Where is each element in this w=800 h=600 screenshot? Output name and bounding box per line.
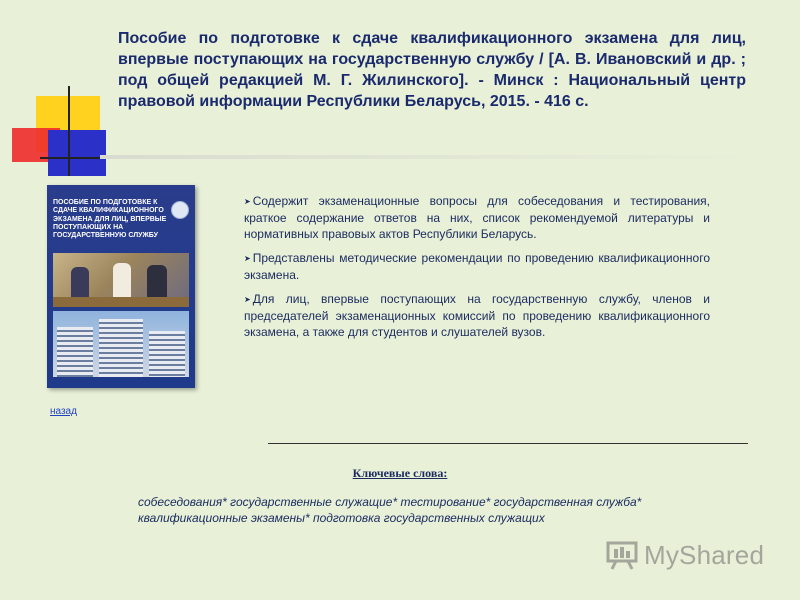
- decor-blue-square: [48, 130, 106, 176]
- cover-photo: [53, 253, 189, 307]
- book-cover-image: [47, 185, 195, 388]
- presentation-board-icon: [606, 540, 638, 570]
- keywords-label: Ключевые слова:: [352, 466, 448, 480]
- back-link[interactable]: назад: [50, 406, 77, 417]
- list-item: [244, 250, 710, 283]
- watermark-text: MyShared: [644, 539, 765, 570]
- list-item-text: Содержит экзаменационные вопросы для собеседования и тестирования, краткое содержание ответов на них, список рекомендуемой литературы и нормативных правовых актов Республики Беларусь.: [244, 194, 710, 241]
- bullet-arrow-icon: ➤: [244, 295, 251, 304]
- list-item-text: Представлены методические рекомендации по проведению квалификационного экзамена.: [244, 251, 710, 282]
- cover-title: ПОСОБИЕ ПО ПОДГОТОВКЕ К СДАЧЕ КВАЛИФИКАЦИОННОГО ЭКЗАМЕНА ДЛЯ ЛИЦ, ВПЕРВЫЕ ПОСТУПАЮЩИХ НА ГОСУДАРСТВЕННУЮ СЛУЖБУ: [53, 199, 167, 240]
- keywords-text: собеседования* государственные служащие* тестирование* государственная служба* квалификационные экзамены* подготовка государственных служащих: [138, 495, 642, 525]
- list-item: [244, 291, 710, 340]
- decor-vertical-line: [68, 86, 70, 176]
- description-list: [244, 193, 710, 348]
- bullet-arrow-icon: ➤: [244, 197, 251, 206]
- page-title: Пособие по подготовке к сдаче квалификационного экзамена для лиц, впервые поступающих на государственную службу / [А. В. Ивановский и др. ; под общей редакцией М. Г. Жилинского]. - Минск : Национальный центр правовой информации Республики Беларусь, 2015. - 416 с.: [118, 30, 746, 110]
- cover-building-photo: [53, 311, 189, 377]
- bullet-arrow-icon: ➤: [244, 254, 251, 263]
- title-underline: [100, 155, 760, 159]
- list-item: [244, 193, 710, 242]
- list-item-text: Для лиц, впервые поступающих на государственную службу, членов и председателей экзаменационных комиссий по проведению квалификационного экзамена, а также для студентов и слушателей вузов.: [244, 292, 710, 339]
- watermark: [606, 537, 764, 573]
- section-divider: [268, 443, 748, 444]
- cover-emblem-icon: [171, 201, 189, 219]
